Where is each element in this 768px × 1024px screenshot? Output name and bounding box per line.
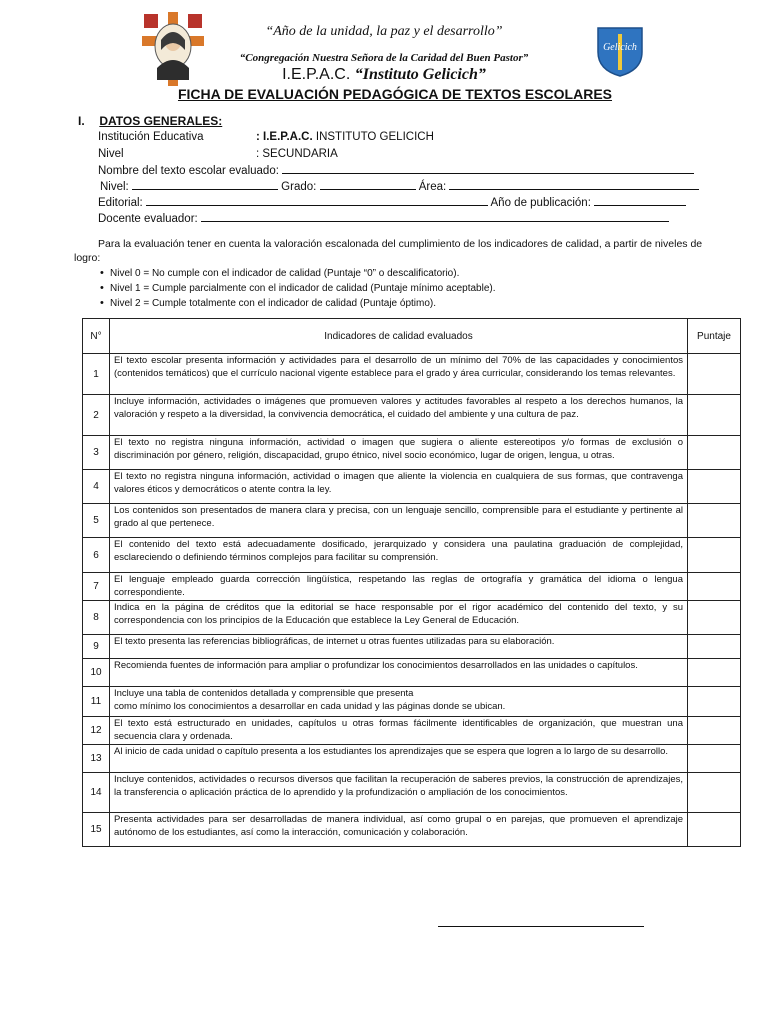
table-row [83,773,741,813]
indicator-text: El texto escolar presenta información y actividades para el desarrollo de un mínimo del 70% de las capacidades y conocimientos (contenidos temáticos) que el currículo nacional vigente establece para el grado y área curricular, considerando los temas relevantes. [110,354,688,395]
indicator-text: El lenguaje empleado guarda corrección lingüística, respetando las reglas de ortografía y gramática del idioma o lengua correspondiente. [110,573,688,601]
section-label: DATOS GENERALES: [99,114,223,128]
row-number: 7 [83,573,110,601]
indicator-text: Incluye contenidos, actividades o recursos diversos que facilitan la recuperación de saberes previos, la construcción de aprendizajes, la transferencia o aplicación práctica de lo aprendido y la profundización o ampliación de los conocimientos. [110,773,688,813]
row-number: 3 [83,436,110,470]
nivel-field[interactable] [132,180,278,190]
score-cell[interactable] [688,635,741,659]
nivel-label: Nivel: [100,181,129,193]
shield-logo-text: Gelicich [603,42,637,53]
row-number: 12 [83,717,110,745]
table-row [83,601,741,635]
indicator-text: Los contenidos son presentados de manera clara y precisa, con un lenguaje sencillo, comprensible para el estudiante y pertinente al grado al que pertenece. [110,504,688,538]
indicators-table [82,318,741,847]
indicator-text: Incluye una tabla de contenidos detallada y comprensible que presenta como mínimo los conocimientos a desarrollar en cada unidad y las páginas donde se ubican. [110,687,688,717]
signature-line[interactable] [438,926,644,927]
row-number: 8 [83,601,110,635]
indicator-text: El texto está estructurado en unidades, capítulos u otras formas fácilmente identificables de organización, que muestran una secuencia clara y ordenada. [110,717,688,745]
area-label: Área: [418,181,447,193]
section-heading [78,114,222,128]
row-number: 13 [83,745,110,773]
congregation-name: “Congregación Nuestra Señora de la Caridad del Buen Pastor” [239,52,529,64]
row-number: 10 [83,659,110,687]
row-number: 4 [83,470,110,504]
year-label: Año de publicación: [490,197,591,209]
book-name-label: Nombre del texto escolar evaluado: [98,165,279,177]
score-cell[interactable] [688,504,741,538]
indicator-text: El texto presenta las referencias bibliográficas, de internet u otras fuentes utilizadas para su elaboración. [110,635,688,659]
score-cell[interactable] [688,687,741,717]
table-row [83,573,741,601]
score-cell[interactable] [688,773,741,813]
score-cell[interactable] [688,538,741,573]
editorial-label: Editorial: [98,197,143,209]
row-number: 1 [83,354,110,395]
level-item: • Nivel 0 = No cumple con el indicador de calidad (Puntaje “0” o descalificatorio). [100,266,495,281]
book-name-field[interactable] [282,164,694,174]
school-prefix: I.E.P.A.C. [282,66,351,83]
section-number: I. [78,114,85,128]
row-number: 6 [83,538,110,573]
level-grade-area-row [100,180,699,193]
indicator-text: Incluye información, actividades o imágenes que promueven valores y actitudes favorables al respeto a los derechos humanos, la valoración y respeto a la diversidad, la convivencia democrática, el cuidado del ambiente y una cultura de paz. [110,395,688,436]
school-name [0,66,768,84]
row-number: 9 [83,635,110,659]
score-cell[interactable] [688,717,741,745]
document-title: FICHA DE EVALUACIÓN PEDAGÓGICA DE TEXTOS ESCOLARES [177,86,613,102]
institution-value: INSTITUTO GELICICH [315,131,434,143]
teacher-label: Docente evaluador: [98,213,198,225]
teacher-field[interactable] [201,212,669,222]
header-number: N° [83,319,110,354]
year-motto: “Año de la unidad, la paz y el desarrollo” [265,24,503,39]
teacher-row [98,212,669,225]
score-cell[interactable] [688,436,741,470]
score-cell[interactable] [688,745,741,773]
levels-list [100,266,495,311]
score-cell[interactable] [688,601,741,635]
score-cell[interactable] [688,395,741,436]
school-title: “Instituto Gelicich” [354,66,486,83]
level-item: • Nivel 1 = Cumple parcialmente con el indicador de calidad (Puntaje mínimo aceptable). [100,281,495,296]
table-row [83,813,741,847]
level-row [98,148,338,160]
row-number: 11 [83,687,110,717]
table-row [83,687,741,717]
score-cell[interactable] [688,573,741,601]
row-number: 14 [83,773,110,813]
level-item: • Nivel 2 = Cumple totalmente con el indicador de calidad (Puntaje óptimo). [100,296,495,311]
row-number: 5 [83,504,110,538]
table-row [83,354,741,395]
editorial-row [98,196,686,209]
indicator-text: El contenido del texto está adecuadamente dosificado, jerarquizado y considera una paulatina graduación de complejidad, esclareciendo o definiendo términos complejos para facilitar su comprensión. [110,538,688,573]
indicator-text: El texto no registra ninguna información, actividad o imagen que aliente la violencia en cualquiera de sus formas, que contravenga valores éticos y democráticos o atente contra la ley. [110,470,688,504]
indicator-text: Recomienda fuentes de información para ampliar o profundizar los conocimientos desarrollados en las unidades o capítulos. [110,659,688,687]
institution-row [98,131,434,143]
institution-prefix: : I.E.P.A.C. [256,131,313,143]
row-number: 2 [83,395,110,436]
year-field[interactable] [594,196,686,206]
indicator-text: Indica en la página de créditos que la editorial se hace responsable por el rigor académico del contenido del texto, y su correspondencia con los principios de la Educación que establece la Ley General de Educación. [110,601,688,635]
table-row [83,436,741,470]
table-row [83,395,741,436]
book-name-row [98,164,694,177]
level-label: Nivel [98,148,124,160]
indicator-text: Al inicio de cada unidad o capítulo presenta a los estudiantes los aprendizajes que se espera que logren a lo largo de su desarrollo. [110,745,688,773]
table-row [83,470,741,504]
table-row [83,659,741,687]
grado-field[interactable] [320,180,416,190]
header-score: Puntaje [688,319,741,354]
editorial-field[interactable] [146,196,488,206]
table-row [83,538,741,573]
header-indicators: Indicadores de calidad evaluados [110,319,688,354]
grado-label: Grado: [281,181,317,193]
table-row [83,635,741,659]
indicator-text: El texto no registra ninguna información, actividad o imagen que sugiera o aliente estereotipos y/o formas de exclusión o discriminación por género, religión, discapacidad, grupo étnico, nivel socio económico, lugar de origen, lengua, u otras. [110,436,688,470]
table-header-row [83,319,741,354]
intro-paragraph: Para la evaluación tener en cuenta la valoración escalonada del cumplimiento de los indicadores de calidad, a partir de niveles de logro: [74,238,703,264]
score-cell[interactable] [688,813,741,847]
table-row [83,717,741,745]
level-value: : SECUNDARIA [256,148,338,160]
table-row [83,504,741,538]
score-cell[interactable] [688,659,741,687]
indicator-text: Presenta actividades para ser desarrolladas de manera individual, así como grupal o en parejas, que promueven el aprendizaje autónomo de los estudiantes, así como la interacción, comunicación y colaboración. [110,813,688,847]
row-number: 15 [83,813,110,847]
institution-label: Institución Educativa [98,131,204,143]
score-cell[interactable] [688,470,741,504]
area-field[interactable] [449,180,699,190]
score-cell[interactable] [688,354,741,395]
table-row [83,745,741,773]
